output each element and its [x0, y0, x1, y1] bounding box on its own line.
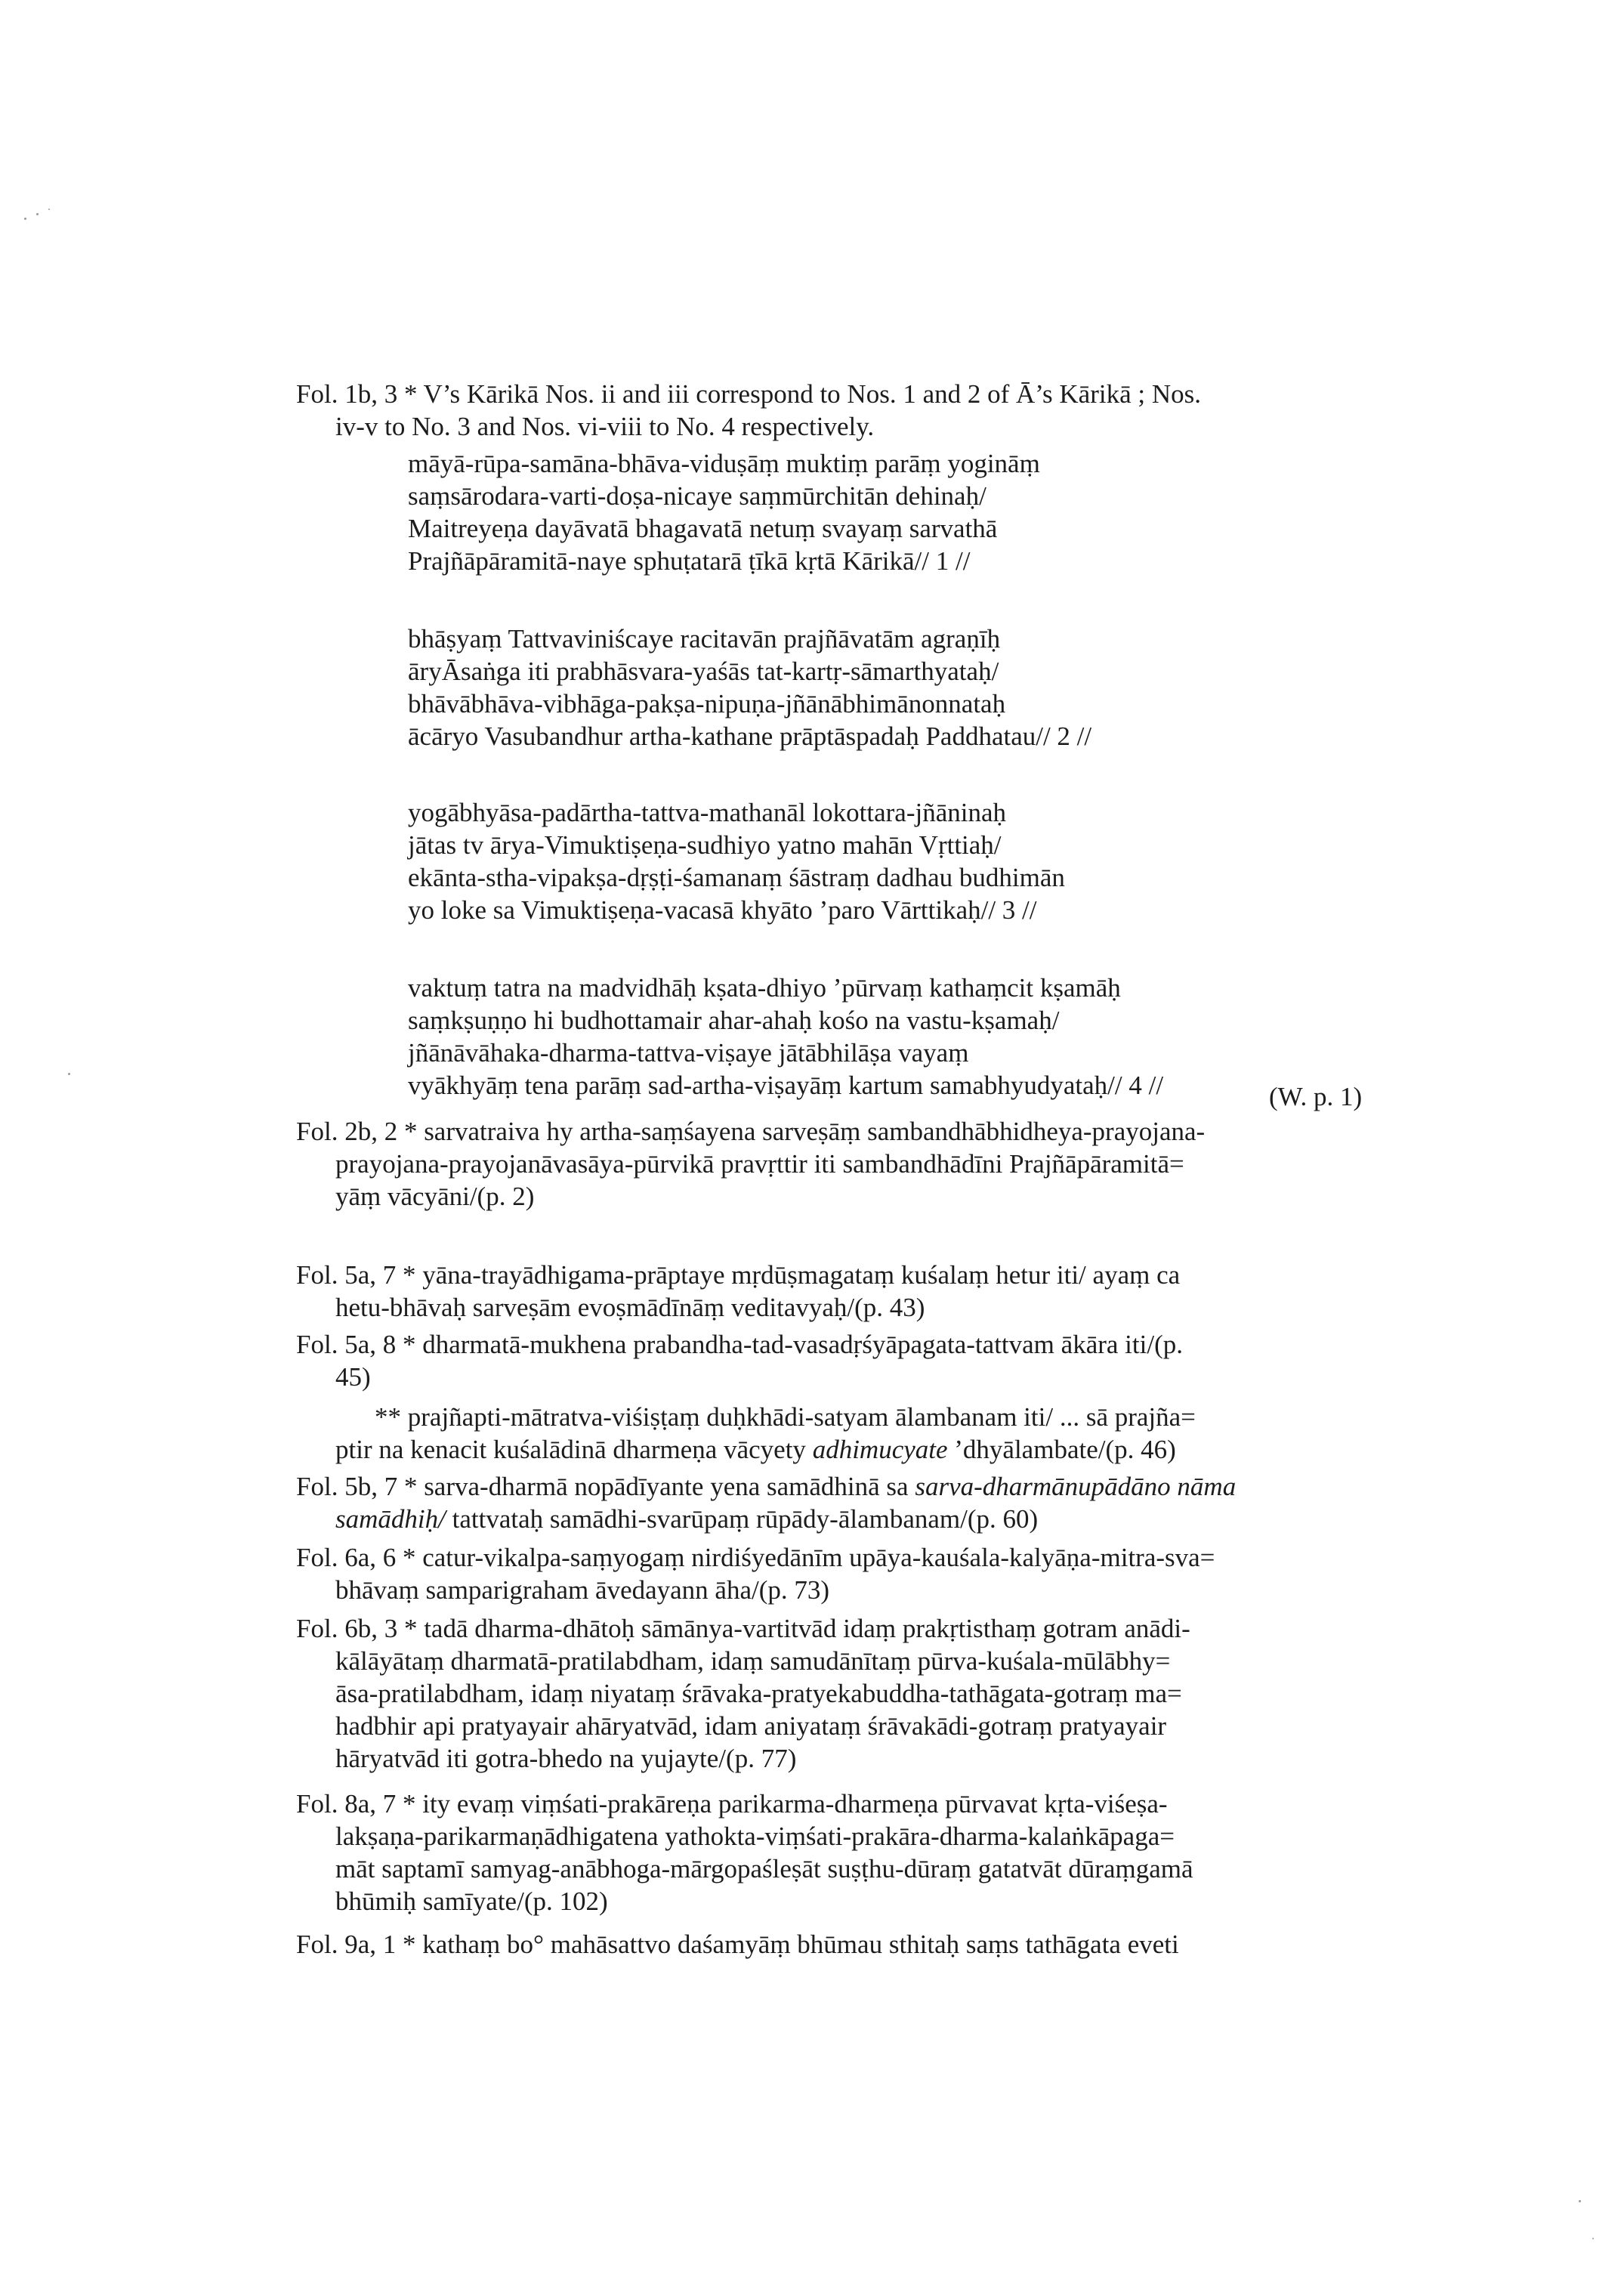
footnote-entry-fol-5a-8	[296, 1328, 1369, 1393]
entry-line: prayojana-prayojanāvasāya-pūrvikā pravṛttir iti sambandhādīni Prajñāpāramitā=	[335, 1149, 1184, 1179]
entry-line: bhūmiḥ samīyate/(p. 102)	[335, 1887, 608, 1916]
entry-line: Fol. 1b, 3 * V’s Kārikā Nos. ii and iii correspond to Nos. 1 and 2 of Ā’s Kārikā ; Nos.	[296, 379, 1201, 409]
entry-line: Fol. 5a, 8 * dharmatā-mukhena prabandha-tad-vasadṛśyāpagata-tattvam ākāra iti/(p.	[296, 1330, 1183, 1359]
entry-line: yāṃ vācyāni/(p. 2)	[335, 1182, 535, 1211]
entry-line: hetu-bhāvaḥ sarveṣām evoṣmādīnāṃ veditavyaḥ/(p. 43)	[335, 1293, 925, 1322]
verse-1	[408, 447, 1390, 577]
verse-line: bhāvābhāva-vibhāga-pakṣa-nipuṇa-jñānābhimānonnataḥ	[408, 689, 1006, 718]
text-run: ’dhyālambate/(p. 46)	[947, 1435, 1176, 1464]
footnote-entry-fol-2b	[296, 1115, 1369, 1213]
entry-line: ** prajñapti-mātratva-viśiṣṭaṃ duḥkhādi-satyam ālambanam iti/ ... sā prajña=	[375, 1402, 1196, 1432]
verse-line: vaktuṃ tatra na madvidhāḥ kṣata-dhiyo ’pūrvaṃ kathaṃcit kṣamāḥ	[408, 973, 1121, 1003]
verse-2	[408, 623, 1390, 752]
entry-line: āsa-pratilabdham, idaṃ niyataṃ śrāvaka-pratyekabuddha-tathāgata-gotraṃ ma=	[335, 1679, 1182, 1708]
entry-line: Fol. 8a, 7 * ity evaṃ viṃśati-prakāreṇa parikarma-dharmeṇa pūrvavat kṛta-viśeṣa-	[296, 1789, 1168, 1819]
scan-speck	[24, 218, 26, 220]
verse-line: bhāṣyaṃ Tattvaviniścaye racitavān prajñāvatām agraṇīḥ	[408, 624, 1001, 654]
text-run: ptir na kenacit kuśalādinā dharmeṇa vācyety	[335, 1435, 813, 1464]
footnote-entry-fol-5a-7	[296, 1259, 1369, 1324]
verse-line: vyākhyāṃ tena parāṃ sad-artha-viṣayāṃ kartum samabhyudyataḥ// 4 //	[408, 1071, 1164, 1100]
scan-speck	[48, 209, 50, 210]
italic-term: adhimucyate	[812, 1435, 948, 1464]
scan-speck	[1579, 2200, 1581, 2202]
footnote-entry-fol-9a	[296, 1928, 1369, 1961]
verse-line: jātas tv ārya-Vimuktiṣeṇa-sudhiyo yatno mahān Vṛttiaḥ/	[408, 830, 1002, 860]
verse-line: yogābhyāsa-padārtha-tattva-mathanāl lokottara-jñāninaḥ	[408, 798, 1007, 827]
entry-line: lakṣaṇa-parikarmaṇādhigatena yathokta-viṃśati-prakāra-dharma-kalaṅkāpaga=	[335, 1822, 1175, 1851]
footnote-entry-fol-1b	[296, 378, 1369, 443]
entry-line: Fol. 6b, 3 * tadā dharma-dhātoḥ sāmānya-vartitvād idaṃ prakṛtisthaṃ gotram anādi-	[296, 1614, 1190, 1643]
scan-speck	[36, 213, 39, 215]
verse-line: Maitreyeṇa dayāvatā bhagavatā netuṃ svayaṃ sarvathā	[408, 514, 998, 543]
verse-line: āryĀsaṅga iti prabhāsvara-yaśās tat-kartṛ-sāmarthyataḥ/	[408, 657, 999, 686]
entry-line: hadbhir api pratyayair ahāryatvād, idam aniyataṃ śrāvakādi-gotraṃ pratyayair	[335, 1711, 1167, 1741]
footnote-entry-fol-8a	[296, 1788, 1369, 1917]
italic-term: samādhiḥ/	[335, 1504, 446, 1534]
text-run: Fol. 5b, 7 * sarva-dharmā nopādīyante yena samādhinā sa	[296, 1472, 915, 1501]
entry-line: Fol. 2b, 2 * sarvatraiva hy artha-saṃśayena sarveṣāṃ sambandhābhidheya-prayojana-	[296, 1117, 1206, 1146]
verse-4	[408, 972, 1390, 1102]
verse-line: māyā-rūpa-samāna-bhāva-viduṣāṃ muktiṃ parāṃ yogināṃ	[408, 449, 1040, 478]
italic-term: sarva-dharmānupādāno nāma	[915, 1472, 1237, 1501]
verse-line: saṃkṣuṇṇo hi budhottamair ahar-ahaḥ kośo na vastu-kṣamaḥ/	[408, 1006, 1060, 1035]
entry-line	[296, 1503, 1369, 1535]
entry-line	[296, 1433, 1369, 1466]
entry-line: Fol. 6a, 6 * catur-vikalpa-saṃyogaṃ nirdiśyedānīm upāya-kauśala-kalyāṇa-mitra-sva=	[296, 1543, 1215, 1572]
entry-line: māt saptamī samyag-anābhoga-mārgopaśleṣāt suṣṭhu-dūraṃ gatatvāt dūraṃgamā	[335, 1854, 1193, 1883]
verse-line: saṃsārodara-varti-doṣa-nicaye saṃmūrchitān dehinaḥ/	[408, 481, 986, 511]
source-reference: (W. p. 1)	[1269, 1082, 1363, 1111]
text-run: tattvataḥ samādhi-svarūpaṃ rūpādy-ālambanam/(p. 60)	[445, 1504, 1039, 1534]
entry-line: kālāyātaṃ dharmatā-pratilabdham, idaṃ samudānītaṃ pūrva-kuśala-mūlābhy=	[335, 1646, 1171, 1676]
entry-line: bhāvaṃ samparigraham āvedayann āha/(p. 73)	[335, 1575, 830, 1605]
footnote-subentry-fol-5a-8	[296, 1401, 1369, 1466]
scan-speck	[68, 1073, 70, 1075]
entry-line: hāryatvād iti gotra-bhedo na yujayte/(p. 77)	[335, 1744, 797, 1773]
verse-3	[408, 796, 1390, 926]
footnote-entry-fol-6a	[296, 1541, 1369, 1606]
entry-line	[296, 1470, 1369, 1503]
entry-line: Fol. 5a, 7 * yāna-trayādhigama-prāptaye mṛdūṣmagataṃ kuśalaṃ hetur iti/ ayaṃ ca	[296, 1260, 1181, 1290]
entry-line: Fol. 9a, 1 * kathaṃ bo° mahāsattvo daśamyāṃ bhūmau sthitaḥ saṃs tathāgata eveti	[296, 1930, 1179, 1959]
entry-line: 45)	[335, 1362, 371, 1392]
entry-line: iv-v to No. 3 and Nos. vi-viii to No. 4 respectively.	[335, 412, 875, 441]
footnote-entry-fol-5b	[296, 1470, 1369, 1535]
verse-line: ekānta-stha-vipakṣa-dṛṣṭi-śamanaṃ śāstraṃ dadhau budhimān	[408, 863, 1065, 892]
verse-line: ācāryo Vasubandhur artha-kathane prāptāspadaḥ Paddhatau// 2 //	[408, 722, 1092, 751]
verse-line: yo loke sa Vimuktiṣeṇa-vacasā khyāto ’paro Vārttikaḥ// 3 //	[408, 895, 1037, 925]
footnote-entry-fol-6b	[296, 1612, 1369, 1775]
scan-speck	[1592, 2238, 1594, 2239]
verse-line: Prajñāpāramitā-naye sphuṭatarā ṭīkā kṛtā Kārikā// 1 //	[408, 546, 971, 576]
verse-line: jñānāvāhaka-dharma-tattva-viṣaye jātābhilāṣa vayaṃ	[408, 1038, 969, 1068]
